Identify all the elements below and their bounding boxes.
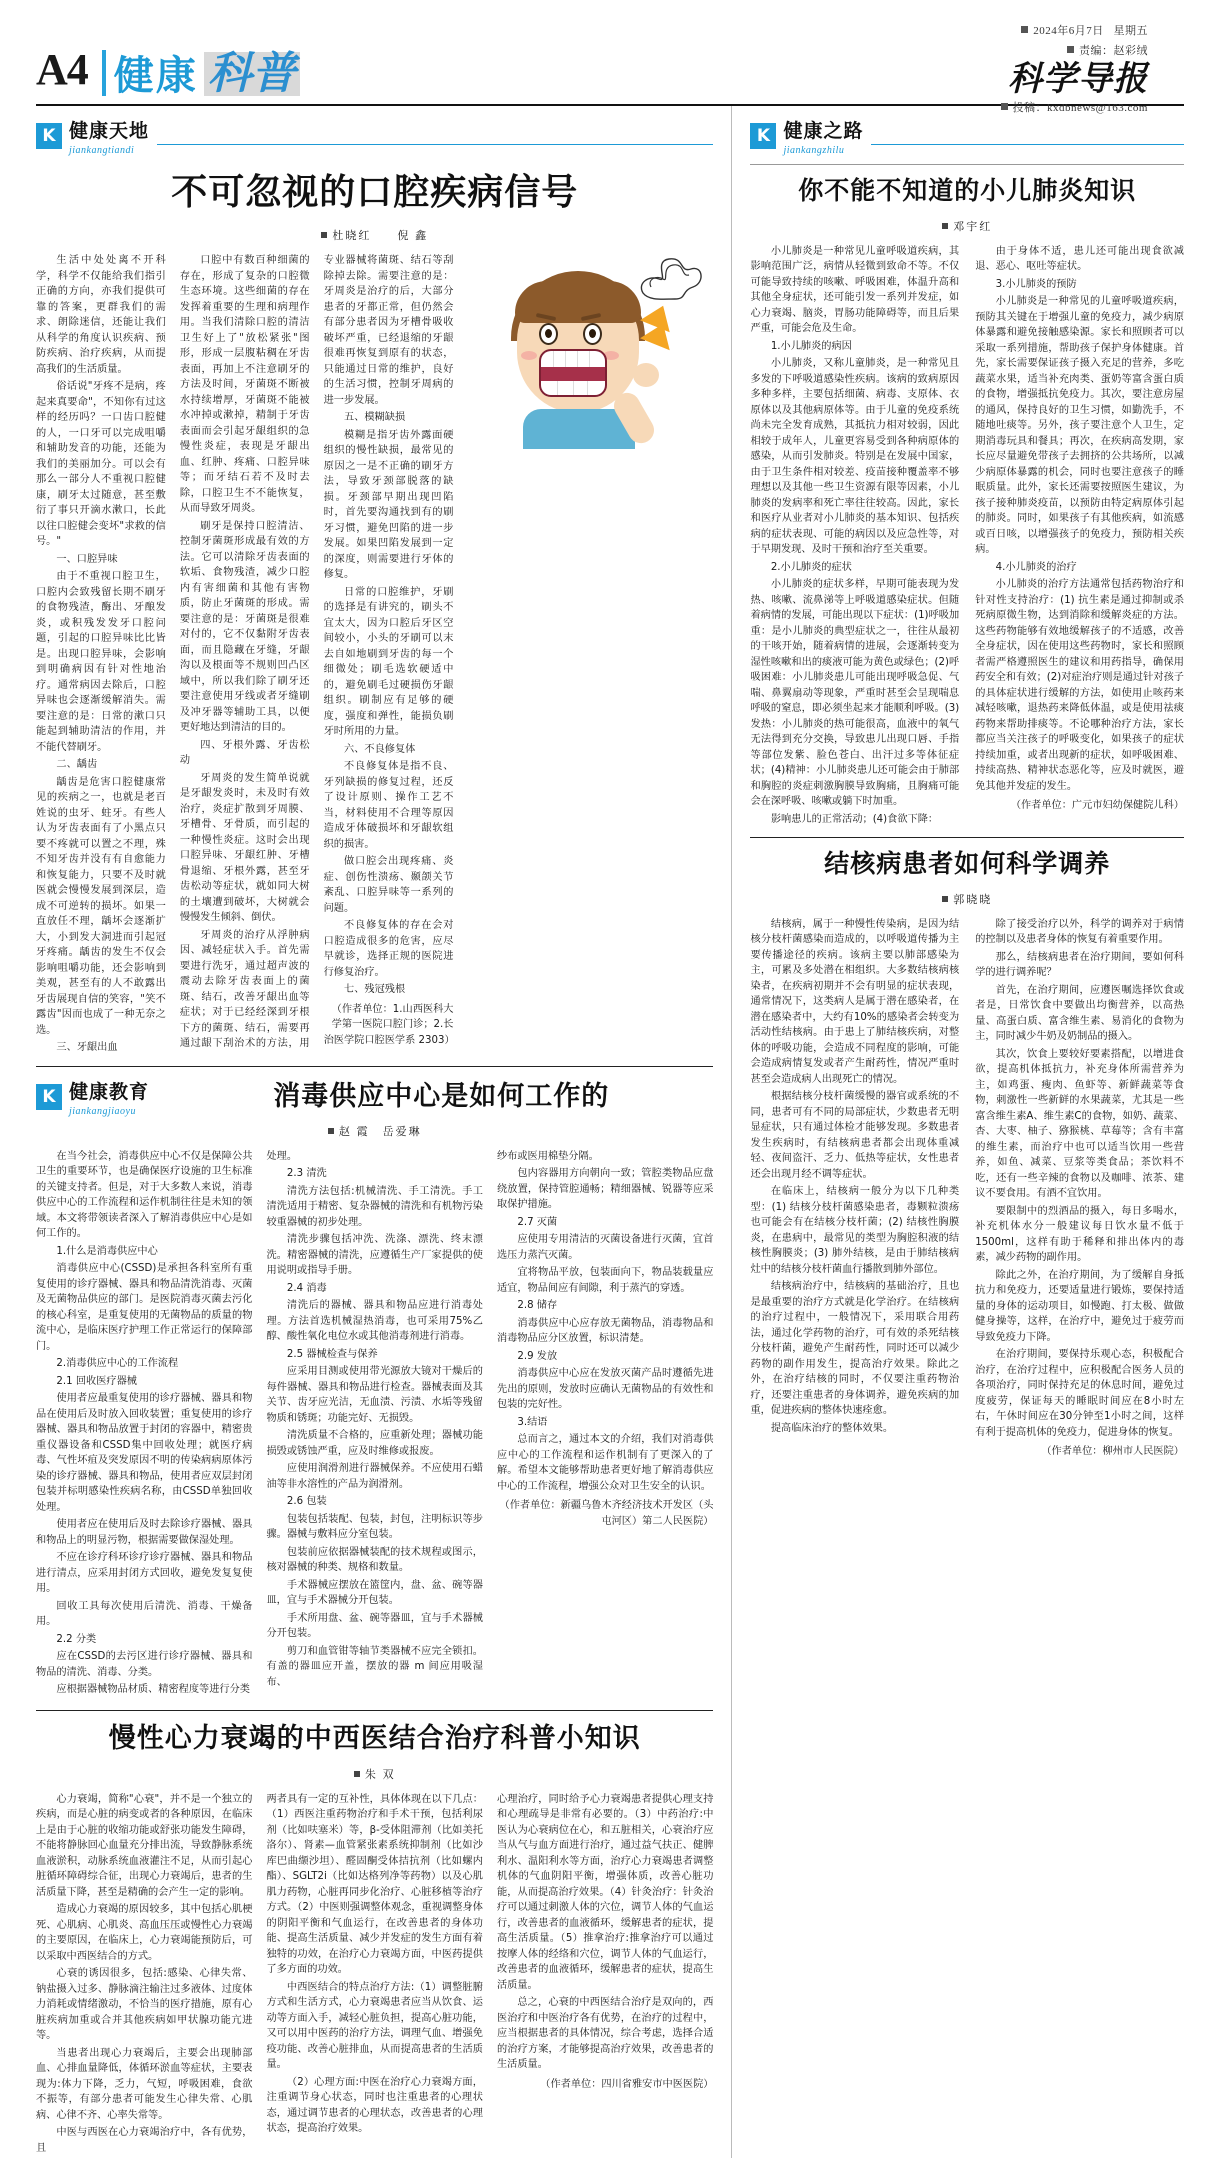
paragraph: 1.小儿肺炎的病因 — [770, 340, 852, 352]
section-title-jiaoyu: 健康教育 — [69, 1080, 150, 1103]
article-byline-tb — [750, 891, 1184, 907]
masthead-editor-row — [1067, 42, 1148, 58]
article-credit-pneumonia: （作者单位：广元市妇幼保健院儿科） — [1010, 800, 1184, 811]
tooth-gap-2 — [565, 351, 566, 367]
divider-left-2 — [36, 1710, 713, 1711]
paragraph: 2.1 回收医疗器械 — [56, 1375, 137, 1387]
paragraph: 在临床上，结核病一般分为以下几种类型：(1) 结核分枝杆菌感染患者，毒颗粒溃疡也可能会有在结核分枝杆菌；(2) 结核性胸膜炎，在患病中，最常见的类型为胸腔积液的结核性胸膜炎；(3) 肺外结核，是由于肺结核病灶中的结核分枝杆菌血行播散到肺外部位。 — [750, 1186, 960, 1275]
paragraph: 使用者应最重复使用的诊疗器械、器具和物品在使用后及时放入回收装置；重复使用的诊疗器械、器具和物品放置于封闭的容器中，精密贵重仪器设备和CSSD集中回收处理；就医疗病毒、气性坏疽及突发原因不明的传染病病原体污染的诊疗器械、器具和物品，使用者应双层封闭包装并标明感染性疾病名称，由CSSD单独回收处理。 — [36, 1393, 253, 1513]
byline-text-heart: 朱 双 — [364, 1768, 396, 1781]
article-body-heart — [36, 1792, 713, 2158]
paragraph: 清洗方法包括:机械清洗、手工清洗。手工清洗适用于精密、复杂器械的清洗和有机物污染较重器械的初步处理。 — [266, 1185, 483, 1228]
cssd-col-1 — [36, 1149, 252, 1700]
paragraph: 2.7 灭菌 — [517, 1216, 558, 1228]
paragraph: 3.结语 — [517, 1416, 548, 1428]
article-body-oral — [36, 253, 453, 1056]
brand-name: 科学导报 — [1008, 59, 1148, 99]
pain-bolt-icon — [643, 305, 675, 341]
paragraph: 一、口腔异味 — [56, 553, 118, 565]
open-mouth — [539, 349, 607, 397]
paragraph: 剪刀和血管钳等轴节类器械不应完全锁扣。有盖的器皿应开盖，摆放的器 m 间应用吸湿布、 — [266, 1645, 483, 1688]
paragraph: 两者具有一定的互补性，具体体现在以下几点：（1）西医注重药物治疗和手术干预，包括利尿剂（比如呋塞米）等，β-受体阻滞剂（比如美托洛尔）、肾素—血管紧张素系统抑制剂（比如沙库巴曲缬沙坦）、醛固酮受体拮抗剂（比如螺内酯）、SGLT2i（比如达格列净等药物）以及心肌肌力药物，心脏再同步化治疗、心脏移植等治疗方式。（2）中医则强调整体观念，重视调整身体的阴阳平衡和气血运行，在改善患者的身体功能、提高生活质量、减少并发症的发生方面有着独特的功效，在治疗心力衰竭方面，中医药提供了多方面的功效。 — [266, 1793, 483, 1976]
paragraph: 牙周炎的治疗从浮肿病因、减轻症状入手。首先需要进行洗牙，通过超声波的震动去除牙齿表面上的菌斑、结石，改善牙龈出血等症状；对于已经经深到牙根下方的菌斑、结石，需要再通过龈下刮治术的方法，用专业器械将菌斑、结石等刮除掉去除。需要注意的是：牙周炎是治疗的后，大部分患者的牙都正常，但仍然会有部分患者因为牙槽骨吸收破坏严重，已经退缩的牙龈很难再恢复到原有的状态，只能通过日常的维护，良好的生活习惯，控制牙周病的进一步发展。 — [179, 255, 454, 1049]
masthead-editor: 责编：赵彩绒 — [1079, 45, 1148, 57]
byline-text-cssd: 赵 霞 岳爱琳 — [338, 1125, 422, 1138]
paragraph: 4.小儿肺炎的治疗 — [995, 561, 1077, 573]
paragraph: 消毒供应中心(CSSD)是承担各科室所有重复使用的诊疗器械、器具和物品清洗消毒、灭菌及无菌物品供应的部门。是医院消毒灭菌去污化的核心科室，是重复使用的无菌物品的质量的物流中心，是临床医疗护理工作正常运行的保障部门。 — [36, 1263, 253, 1352]
paragraph: 四、牙根外露、牙齿松动 — [179, 739, 310, 766]
hand — [633, 363, 659, 387]
masthead — [36, 0, 1184, 114]
paragraph: 包装包括装配、包装，封包，注明标识等步骤。器械与敷料应分室包装。 — [266, 1513, 483, 1540]
paragraph: 二、龋齿 — [56, 759, 98, 770]
logo-bar-icon — [102, 50, 106, 96]
paragraph: 小儿肺炎的症状多样，早期可能表现为发热、咳嗽、流鼻涕等上呼吸道感染症状。但随着病情的发展，可能出现以下症状：(1)呼吸加重：是小儿肺炎的典型症状之一，往往从最初的干咳开始，随着病情的进展，会逐渐转变为湿性咳嗽和出的痰液可能为黄色或绿色；(2)呼吸困难：小儿肺炎患儿可能出现呼吸急促、气喘、鼻翼扇动等现象，严重时甚至会呈现喘息呼吸的窒息，即必须坐起来才能顺利呼吸。(3)发热：小儿肺炎的热可能很高，血液中的氧气无法得到充分交换，导致患儿出现口唇、手指等部位发紫、脸色苍白、出汗过多等体征症状；(4)精神：小儿肺炎患儿还可能会由于肺部和胸腔的炎症刺激胸膜导致胸痛，且胸痛可能会在深呼吸、咳嗽或躺下时加重。 — [750, 579, 960, 807]
paragraph: 总而言之，通过本文的介绍，我们对消毒供应中心的工作流程和运作机制有了更深入的了解。希望本文能够帮助患者更好地了解消毒供应中心的工作流程，增强公众对卫生安全的认识。 — [496, 1434, 714, 1492]
paragraph: 那么，结核病患者在治疗期间，要如何科学的进行调养呢？ — [975, 951, 1184, 978]
article-credit-heart: （作者单位：四川省雅安市中医医院） — [540, 2078, 714, 2090]
paragraph: 生活中处处离不开科学，科学不仅能给我们指引正确的方向，亦我们提供可靠的答案，更群我们的需求、朗除迷信，还能让我们从科学的角度认识疾病、预防疾病、治疗疾病，从而提高我们的生活质量。 — [36, 255, 166, 375]
byline-text-tb: 郭晓晓 — [953, 893, 993, 906]
paragraph: 由于不重视口腔卫生，口腔内会致残留长期不刷牙的食物残渣，酶出、牙酿发炎，或积残发发牙口腔问题，引起的口腔异味比比皆是。出现口腔异味，会影响到明确病因有针对性地治疗。通常病因去除后，口腔异味也会逐渐缓解消失。需要注意的是：日常的漱口只能起到辅助清洁的作用，并不能代替刷牙。 — [36, 571, 166, 753]
article-byline-cssd — [36, 1123, 713, 1139]
section-rule — [157, 128, 713, 145]
paragraph: 清洗质量不合格的，应重新处理；器械功能损毁或锈蚀严重，应及时维修或报废。 — [266, 1430, 483, 1457]
square-bullet-icon-3 — [1001, 103, 1008, 110]
paragraph: 2.小儿肺炎的症状 — [770, 561, 852, 573]
pupil-left — [545, 329, 552, 338]
section-title-tiandi: 健康天地 — [69, 120, 150, 142]
paragraph: 七、残冠残根 — [344, 984, 406, 995]
paragraph: 刷牙是保持口腔清洁、控制牙菌斑形成最有效的方法。它可以清除牙齿表面的软垢、食物残渣，减少口腔内有害细菌和其他有害物质，防止牙菌斑的形成。需要注意的是：牙菌斑是很难对付的，它不仅黏附牙齿表面，而且隐藏在牙缝，牙龈沟以及根面等不规则凹凸区域中，所以我们除了刷牙还要注意使用牙线或者牙缝刷及冲牙器等辅助工具，以便更好地达到清洁的目的。 — [179, 520, 310, 733]
section-k-badge-jiaoyu: K — [36, 1084, 62, 1110]
paragraph: 包装前应依据器械装配的技术规程或图示，核对器械的种类、规格和数量。 — [266, 1546, 483, 1573]
paragraph: 不良修复体的存在会对口腔造成很多的危害，应尽早就诊，选择正规的医院进行修复治疗。 — [323, 920, 454, 978]
masthead-date-row — [1021, 22, 1148, 38]
tooth-gap-7 — [587, 381, 588, 395]
paragraph: 手术所用盘、盆、碗等器皿，宜与手术器械分开包装。 — [266, 1612, 483, 1639]
paragraph: 影响患儿的正常活动；(4)食欲下降： — [770, 813, 939, 825]
right-column — [731, 106, 1184, 2158]
paragraph: 心力衰竭，简称"心衰"，并不是一个独立的疾病，而是心脏的病变或者的各种原因，在临床上是由于心脏的收缩功能或舒张功能发生障碍，不能将静脉回心血量充分排出流，导致静脉系统血液淤积，动脉系统血液灌注不足，从而引起心脏循环障碍综合征，出现心力衰竭后，患者的生活质量下降，甚至是精确的会产生一定的影响。 — [36, 1793, 253, 1898]
tooth-gap-3 — [577, 351, 578, 367]
paragraph: 清洗步骤包括冲洗、洗涤、漂洗、终末漂洗。精密器械的清洗，应遵循生产厂家提供的使用说明或指导手册。 — [266, 1234, 483, 1276]
page-number: A4 — [36, 45, 88, 94]
section-pinyin-jiaoyu: jiankangjiaoyu — [69, 1105, 136, 1117]
paragraph: 使用者应在使用后及时去除诊疗器械、器具和物品上的明显污物，根据需要做保湿处理。 — [36, 1519, 253, 1546]
heart-col-3 — [497, 1792, 713, 2158]
paragraph: 俗话说"牙疼不是病，疼起来真要命"，不知你有过这样的经历吗？一口齿口腔健的人，一口牙可以完成咀嚼和辅助发音的功能，还能为我们的美丽加分。可以会有那么一部分人不重视口腔健康，刷牙太过随意，甚至敷衍了事只开滴水漱口，长此以往口腔健会变坏"求救的信号。" — [36, 381, 166, 547]
byline-bullet-icon-heart — [354, 1771, 360, 1777]
article-title-heart: 慢性心力衰竭的中西医结合治疗科普小知识 — [108, 1722, 641, 1754]
paragraph: 五、模糊缺损 — [344, 412, 406, 423]
article-title-cssd: 消毒供应中心是如何工作的 — [273, 1080, 610, 1112]
paragraph: 应使用专用清洁的灭菌设备进行灭菌，宜首选压力蒸汽灭菌。 — [496, 1234, 714, 1261]
paragraph: 做口腔会出现疼痛、炎症、创伤性溃疡、颞颌关节紊乱、口腔异味等一系列的问题。 — [323, 856, 454, 914]
section-header-zhilu — [750, 116, 1184, 156]
section-k-badge: K — [36, 123, 62, 149]
paragraph: 首先，在治疗期间，应遵医嘱选择饮食或者是，日常饮食中要做出均衡营养，以高热量、高蛋白质、富含维生素、易消化的食物为主，同时减少牛奶及奶制品的摄入。 — [975, 984, 1184, 1042]
content-grid — [36, 106, 1184, 2158]
article-body-cssd — [36, 1149, 713, 1700]
left-column — [36, 106, 713, 2158]
paragraph: 清洗后的器械、器具和物品应进行消毒处理。方法首选机械湿热消毒，也可采用75%乙醇、酸性氧化电位水或其他消毒剂进行消毒。 — [266, 1300, 483, 1342]
cssd-col-3 — [497, 1149, 713, 1700]
article-credit-cssd: （作者单位：新疆乌鲁木齐经济技术开发区（头屯河区）第二人民医院） — [499, 1500, 714, 1527]
masthead-submission: 投稿：kxdbnews@163.com — [1012, 102, 1148, 114]
section-k-badge-zhilu: K — [750, 123, 776, 149]
paragraph: 模糊是指牙齿外露面硬组织的慢性缺损，最常见的原因之一是不正确的刷牙方法，导致牙颈部脱落的缺损。牙颈部早期出现凹陷时，首先要沟通找到有的刷牙习惯，避免凹陷的进一步发展。如果凹陷发展到一定的深度，则需要进行牙体的修复。 — [323, 429, 454, 580]
article-title-oral: 不可忽视的口腔疾病信号 — [171, 172, 579, 213]
paragraph: 总之，心衰的中西医结合治疗是双向的，西医治疗和中医治疗各有优势，在治疗的过程中，应当根据患者的具体情况，综合考虑，选择合适的治疗方案，才能够提高治疗效果，改善患者的生活质量。 — [496, 1997, 714, 2071]
paragraph: 宜将物品平放，包装面向下，物品装载量应适宜，物品间应有间隙，利于蒸汽的穿透。 — [496, 1267, 714, 1294]
upper-teeth — [541, 351, 605, 367]
paragraph: 中西医结合的特点治疗方法:（1）调整脏腑方式和生活方式，心力衰竭患者应当从饮食、运动等方面入手，减轻心脏负担，提高心脏功能，又可以用中医药的治疗方法，调理气血、增强免疫功能、改善心脏排血，从而提高患者的生活质量。 — [266, 1981, 483, 2071]
article-credit-oral: （作者单位：1.山西医科大学第一医院口腔门诊；2.长治医学院口腔医学系 2303） — [323, 1003, 455, 1046]
paragraph: 2.4 消毒 — [286, 1282, 327, 1294]
masthead-meta — [1001, 22, 1148, 119]
paragraph: 除了接受治疗以外，科学的调养对于病情的控制以及患者身体的恢复有着重要作用。 — [975, 918, 1184, 945]
divider-left-1 — [36, 1066, 713, 1067]
paragraph: 心衰的诱因很多，包括:感染、心律失常、钠盐摄入过多、静脉滴注输注过多液体、过度体力消耗或情绪激动，不恰当的医疗措施，原有心脏疾病加重或合并其他疾病如甲状腺功能亢进等。 — [36, 1968, 253, 2042]
paragraph: 回收工具每次使用后清洗、消毒、干燥备用。 — [36, 1600, 253, 1627]
paragraph: 2.8 储存 — [517, 1300, 558, 1311]
paragraph: 提高临床治疗的整体效果。 — [770, 1422, 894, 1434]
paragraph: 2.5 器械检查与保养 — [286, 1348, 378, 1360]
square-bullet-icon — [1021, 26, 1028, 33]
cssd-col-2 — [266, 1149, 482, 1700]
paragraph: 龋齿是危害口腔健康常见的疾病之一，也就是老百姓说的虫牙、蛀牙。有些人认为牙齿表面有了小黑点只要不疼就可以置之不理，殊不知牙齿并没有有自愈能力和恢复能力，只要不及时就医就会慢慢发展到深层，造成不可逆转的损坏。如果一直放任不理，龋坏会逐渐扩大，小到发大洞进而引起冠牙疼痛。龋齿的发生不仅会影响咀嚼功能，还会影响到美观，甚至有的人不敢露出牙齿展现自信的笑容，"笑不露齿"因而也成了一种无奈之选。 — [36, 776, 166, 1036]
masthead-weekday: 星期五 — [1113, 25, 1148, 37]
paragraph: 消毒供应中心应存放无菌物品，消毒物品和消毒物品应分区放置，标识清楚。 — [496, 1317, 714, 1344]
paragraph: 3.小儿肺炎的预防 — [995, 278, 1077, 290]
article-credit-tb: （作者单位：柳州市人民医院） — [1041, 1446, 1184, 1457]
paragraph: 在当今社会，消毒供应中心不仅是保障公共卫生的重要环节，也是确保医疗设施的卫生标准的关键支持者。但是，对于大多数人来说，消毒供应中心的工作流程和运作机制往往是未知的领域。本文将带领读者深入了解消毒供应中心是如何工作的。 — [36, 1150, 253, 1239]
paragraph: 应使用润滑剂进行器械保养。不应使用石蜡油等非水溶性的产品为润滑剂。 — [266, 1463, 483, 1490]
toothache-illustration — [463, 253, 713, 428]
tooth-gap-1 — [553, 351, 554, 367]
paragraph: 除此之外，在治疗期间，为了缓解自身抵抗力和免疫力，还要适量进行锻炼，要保持适量的身体的运动项目，如慢跑、打太极、做做健身操等，这样，在治疗中，避免过于疲劳而导致免疫力下降。 — [975, 1269, 1184, 1343]
paragraph: （2）心理方面:中医在治疗心力衰竭方面，注重调节身心状态，同时也注重患者的心理状态，通过调节患者的心理状态，改善患者的心理状态，提高治疗效果。 — [266, 2076, 483, 2135]
byline-bullet-icon-tb — [942, 896, 948, 902]
paragraph: 口腔中有数百种细菌的存在，形成了复杂的口腔微生态环境。这些细菌的存在发挥着重要的生理和病理作用。当我们清除口腔的清洁卫生好上了"放松紧张"图形，形成一层腹粘稠在牙齿表面，再加上不注意刷牙的方法及时间，牙菌斑不断被水持续增厚，牙菌斑不能被水冲掉或漱掉，精制于牙齿表面而会引起牙龈组织的急慢性炎症，表现是牙龈出血、红肿、疼痛、口腔异味等；而牙结石若不及时去除，口腔卫生不不能恢复，从而导致牙周炎。 — [179, 255, 310, 514]
paragraph: 当患者出现心力衰竭后，主要会出现肺部血、心排血量降低，体循环淤血等症状，主要表现为:体力下降，乏力，气短，呼吸困难，食欲不振等，有部分患者可能发生心律失常、心肌病、心律不齐、心率失常等。 — [36, 2047, 253, 2121]
paragraph: 应采用目测或使用带光源放大镜对干燥后的每件器械、器具和物品进行检查。器械表面及其关节、齿牙应光洁，无血渍、污渍、水垢等残留物质和锈斑；功能完好、无损毁。 — [266, 1366, 483, 1424]
byline-bullet-icon-cssd — [328, 1128, 334, 1134]
article-byline-heart — [36, 1766, 713, 1782]
article-title-tb: 结核病患者如何科学调养 — [824, 849, 1111, 878]
paragraph: 由于身体不适，患儿还可能出现食欲减退、恶心、呕吐等症状。 — [975, 245, 1184, 272]
paragraph: 牙周炎的发生简单说就是牙龈发炎时，未及时有效治疗，炎症扩散到牙周膜、牙槽骨、牙骨质，而引起的一种慢性炎症。这时会出现口腔异味、牙龈红肿、牙槽骨退缩、牙根外露，甚至牙齿松动等症状，就如同大树的土壤遭到破坏，大树就会慢慢发生倾斜、倒伏。 — [179, 772, 310, 923]
byline-text: 杜晓红 倪 鑫 — [332, 230, 429, 242]
paragraph: 处理。 — [266, 1150, 298, 1162]
divider-right-0 — [750, 164, 1184, 165]
article-byline-oral — [36, 227, 713, 243]
article-byline-pneumonia — [750, 218, 1184, 234]
paragraph: 纱布或医用棉垫分隔。 — [496, 1150, 599, 1162]
paragraph: 不应在诊疗科环诊疗诊疗器械、器具和物品进行清点，应采用封闭方式回收，避免发复复使用。 — [36, 1552, 253, 1594]
paragraph: 手术器械应摆放在篮筐内，盘、盆、碗等器皿，宜与手术器械分开包装。 — [266, 1579, 483, 1606]
paragraph: 应根据器械物品材质、精密程度等进行分类 — [56, 1684, 250, 1695]
paragraph: 消毒供应中心应在发放灭菌产品时遵循先进先出的原则，发放时应确认无菌物品的有效性和包装的完好性。 — [496, 1368, 714, 1410]
paragraph: 2.6 包装 — [286, 1496, 327, 1507]
paragraph: 2.3 清洗 — [286, 1168, 327, 1179]
divider-right-1 — [750, 837, 1184, 838]
paragraph: 结核病治疗中，结核病的基础治疗，且也是最重要的治疗方式就是化学治疗。在结核病的治疗过程中，一般情况下，采用联合用药法，通过化学药物的治疗，可有效的杀死结核分枝杆菌，避免产生耐药性，同时还可以减少药物的副作用发生，提高治疗效果。除此之外，在治疗结核的同时，不仅要注重药物治疗，还要注重患者的身体调养，避免疾病的加重，促进疾病的整体快速痊愈。 — [750, 1281, 960, 1416]
paragraph: 三、牙龈出血 — [56, 1042, 118, 1053]
section-title-zhilu: 健康之路 — [783, 120, 864, 142]
masthead-date: 2024年6月7日 — [1033, 25, 1104, 37]
pupil-right — [589, 329, 596, 338]
masthead-submission-row — [1001, 99, 1148, 115]
paragraph: 小儿肺炎是一种常见儿童呼吸道疾病，其影响范围广泛，病情从轻微到致命不等。不仅可能导致持续的咳嗽、呼吸困难，体温升高和其他全身症状，还可能引发一系列并发症，如心力衰竭、脑炎，胃肠功能障碍等，而且后果严重，可能会危及生命。 — [750, 245, 960, 334]
paragraph: 心理治疗，同时给予心力衰竭患者提供心理支持和心理疏导是非常有必要的。（3）中药治疗:中医认为心衰病位在心，和五脏相关，心衰治疗应当从气与血方面进行治疗，通过益气扶正、健脾利水、温阳利水等方面，治疗心力衰竭患者调整机体的气血阴阳平衡，增强体质，改善心脏功能，从而提高治疗效果。（4）针灸治疗：针灸治疗可以通过刺激人体的穴位，调节人体的气血运行，改善患者的血液循环，缓解患者的症状，提高生活质量。（5）推拿治疗:推拿治疗可以通过按摩人体的经络和穴位，调节人体的气血运行，改善患者的血液循环，缓解患者的症状，提高生活质量。 — [496, 1793, 714, 1991]
heart-col-1 — [36, 1792, 252, 2158]
paragraph: 要限制中的烈酒品的摄入，每日多喝水，补充机体水分一般建议每日饮水量不低于1500ml，这样有助于稀释和排出体内的毒素，减少药物的副作用。 — [975, 1205, 1184, 1263]
article-body-pneumonia — [750, 244, 1184, 828]
section-header-tiandi — [36, 116, 713, 156]
byline-bullet-icon-pn — [942, 223, 948, 229]
section-rule-zhilu — [871, 128, 1184, 145]
section-logo — [102, 48, 300, 99]
article-body-tb — [750, 917, 1184, 1460]
paragraph: 根据结核分枝杆菌缓慢的器官或系统的不同，患者可有不同的局部症状，少数患者无明显症状，只有通过体检才能够发现。多数患者发生疾病时，有结核病患者都会出现体重减轻、夜间盗汗、乏力、低热等症状，女性患者还会出现月经不调等症状。 — [750, 1091, 960, 1180]
paragraph: 六、不良修复体 — [344, 743, 416, 755]
paragraph: 2.消毒供应中心的工作流程 — [56, 1358, 179, 1369]
paragraph: 2.9 发放 — [517, 1350, 558, 1362]
paragraph: 在治疗期间，要保持乐观心态，积极配合治疗，在治疗过程中，应积极配合医务人员的各项治疗，同时保持充足的休息时间，避免过度疲劳，保证每天的睡眠时间应在8小时左右，午休时间应在30分钟至1小时之间，这样有利于提高机体的免疫力，促进身体的恢复。 — [975, 1349, 1184, 1438]
logo-science-text: 科普 — [204, 52, 300, 96]
article-title-pneumonia: 你不能不知道的小儿肺炎知识 — [798, 176, 1137, 205]
paragraph: 小儿肺炎，又称儿童肺炎，是一种常见且多发的下呼吸道感染性疾病。该病的致病原因多种多样，主要包括细菌、病毒、支原体、衣原体以及其他病原体等。由于儿童的免疫系统尚未完全发育成熟，其抵抗力相对较弱，因此相较于成年人，儿童更容易受到各种病原体的感染，从而引发肺炎。特别是在发展中国家，由于卫生条件相对较差、疫苗接种覆盖率不够理想以及其他一些卫生资源有限等因素，小儿肺炎的发病率和死亡率往往较高。因此，家长和医疗从业者对小儿肺炎的基本知识、包括疾病的症状表现、可能的病因以及应急性等，对于早期发现、及时干预和治疗至关重要。 — [750, 358, 960, 555]
tooth-gap-4 — [589, 351, 590, 367]
byline-text-pn: 邓宇红 — [953, 220, 993, 233]
paragraph: 日常的口腔维护，牙刷的选择是有讲究的，刷头不宜太大，因为口腔后牙区空间较小，小头的牙刷可以末去自如地刷到牙齿的每一个细微处；刷毛选软硬适中的，避免刷毛过硬损伤牙龈组织。刷制应有足够的硬度，强度和弹性，能损负刷牙时所用的力量。 — [323, 586, 454, 737]
heart-col-2 — [266, 1792, 482, 2158]
paragraph: 造成心力衰竭的原因较多，其中包括心肌梗死、心肌病、心肌炎、高血压压或慢性心力衰竭的主要原因，在临床上，心力衰竭能预防后，可以采取中西医结合的方式。 — [36, 1904, 253, 1962]
paragraph: 不良修复体是指不良、牙列缺损的修复过程，还反了设计原则、操作工艺不当，材料使用不合理等原因造成牙体破损坏和牙龈软组织的损害。 — [323, 761, 454, 850]
byline-bullet-icon — [321, 232, 327, 238]
logo-health-text: 健康 — [113, 53, 198, 99]
square-bullet-icon-2 — [1067, 46, 1074, 53]
section-header-jiaoyu — [36, 1077, 713, 1117]
paragraph: 2.2 分类 — [56, 1633, 97, 1645]
paragraph: 小儿肺炎是一种常见的儿童呼吸道疾病，预防其关键在于增强儿童的免疫力，减少病原体暴露和避免接触感染源。家长和照顾者可以采取一系列措施，帮助孩子保护身体健康。首先，家长需要保证孩子摄入充足的营养，多吃蔬菜水果，适当补充肉类、蛋奶等富含蛋白质的食物，增强抵抗免疫力。其次，要注意房屋的通风，保持良好的卫生习惯，如勤洗手，不随地吐痰等。另外，孩子要注意个人卫生，定期消毒玩具和餐具；再次，在疾病高发期，家长应尽量避免带孩子去拥挤的公共场所，以减少病原体暴露的机会，同时也要注意孩子的睡眠质量。此外，家长还需要按照医生建议，为孩子接种肺炎疫苗，以预防由特定病原体引起的肺炎。同时，如果孩子有其他疾病，如流感或百日咳，以增强孩子的免疫力，预防相关疾病。 — [975, 296, 1184, 555]
tooth-gap-5 — [557, 381, 558, 395]
paragraph: 中医与西医在心力衰竭治疗中，各有优势，且 — [36, 2127, 253, 2154]
girl-face — [503, 271, 653, 421]
paragraph: 应在CSSD的去污区进行诊疗器械、器具和物品的清洗、消毒、分类。 — [36, 1651, 253, 1678]
paragraph: 其次，饮食上要较好要素搭配，以增进食欲，提高机体抵抗力，补充身体所需营养为主，如鸡蛋、瘦肉、鱼虾等、新鲜蔬菜等食物，刺激性一些新鲜的水果蔬菜，尤其是一些富含维生素A、维生素C的食物，如奶、蔬菜、杏、大枣、柚子、猕猴桃、草莓等；含有丰富的维生素，而治疗中也可以适当饮用一些营养，如鱼、减菜、豆浆等类食品；茶饮料不吃，还有一些辛辣的食物以及咖啡、浓茶、建议不要食用。有酒不宜饮用。 — [975, 1048, 1184, 1199]
tooth-gap-6 — [573, 381, 574, 395]
paragraph: 1.什么是消毒供应中心 — [56, 1245, 158, 1257]
section-pinyin-tiandi: jiankangtiandi — [69, 145, 135, 156]
paragraph: 结核病，属于一种慢性传染病，是因为结核分枝杆菌感染而造成的，以呼吸道传播为主要传播途径的疾病。该病主要以肺部感染为主，可累及多处潜在相组织。大多数结核病核染者，在疾病初期并不会有明显的症状表现，通常情况下，这类病人是属于潜在感染者，在潜在感染者中，大约有10%的感染者会转变为活动性结核病。由于患上了肺结核疾病，对整体的呼吸功能，会造成不同程度的影响，可能会造成病情复发或者产生耐药性，情况严重时甚至会造成病人出现死亡的情况。 — [750, 918, 960, 1085]
paragraph: 包内容器用方向朝向一致；管腔类物品应盘绕放置，保持管腔通畅；精细器械、锐器等应采取保护措施。 — [496, 1168, 714, 1210]
section-pinyin-zhilu: jiankangzhilu — [783, 145, 845, 156]
paragraph: 小儿肺炎的治疗方法通常包括药物治疗和针对性支持治疗：(1) 抗生素是通过抑制或杀死病原微生物，达到消除和缓解炎症的方法。这些药物能够有效地缓解孩子的不适感，改善全身症状，因在使用这些药物时，家长和照顾者需严格遵照医生的建议和用药指导，确保用药安全和有效；(2)对症治疗则是通过针对孩子的具体症状进行缓解的方法，如使用止咳药来减轻咳嗽，退热药来降低体温，或是使用祛痰药物来帮助排痰等。不论哪种治疗方法，家长都应当关注孩子的呼吸变化，如果孩子的症状持续加重，或者出现新的症状，如呼吸困难、持续高热、精神状态恶化等，应及时就医，避免其他并发症的发生。 — [975, 579, 1184, 792]
hair-front — [515, 281, 641, 323]
